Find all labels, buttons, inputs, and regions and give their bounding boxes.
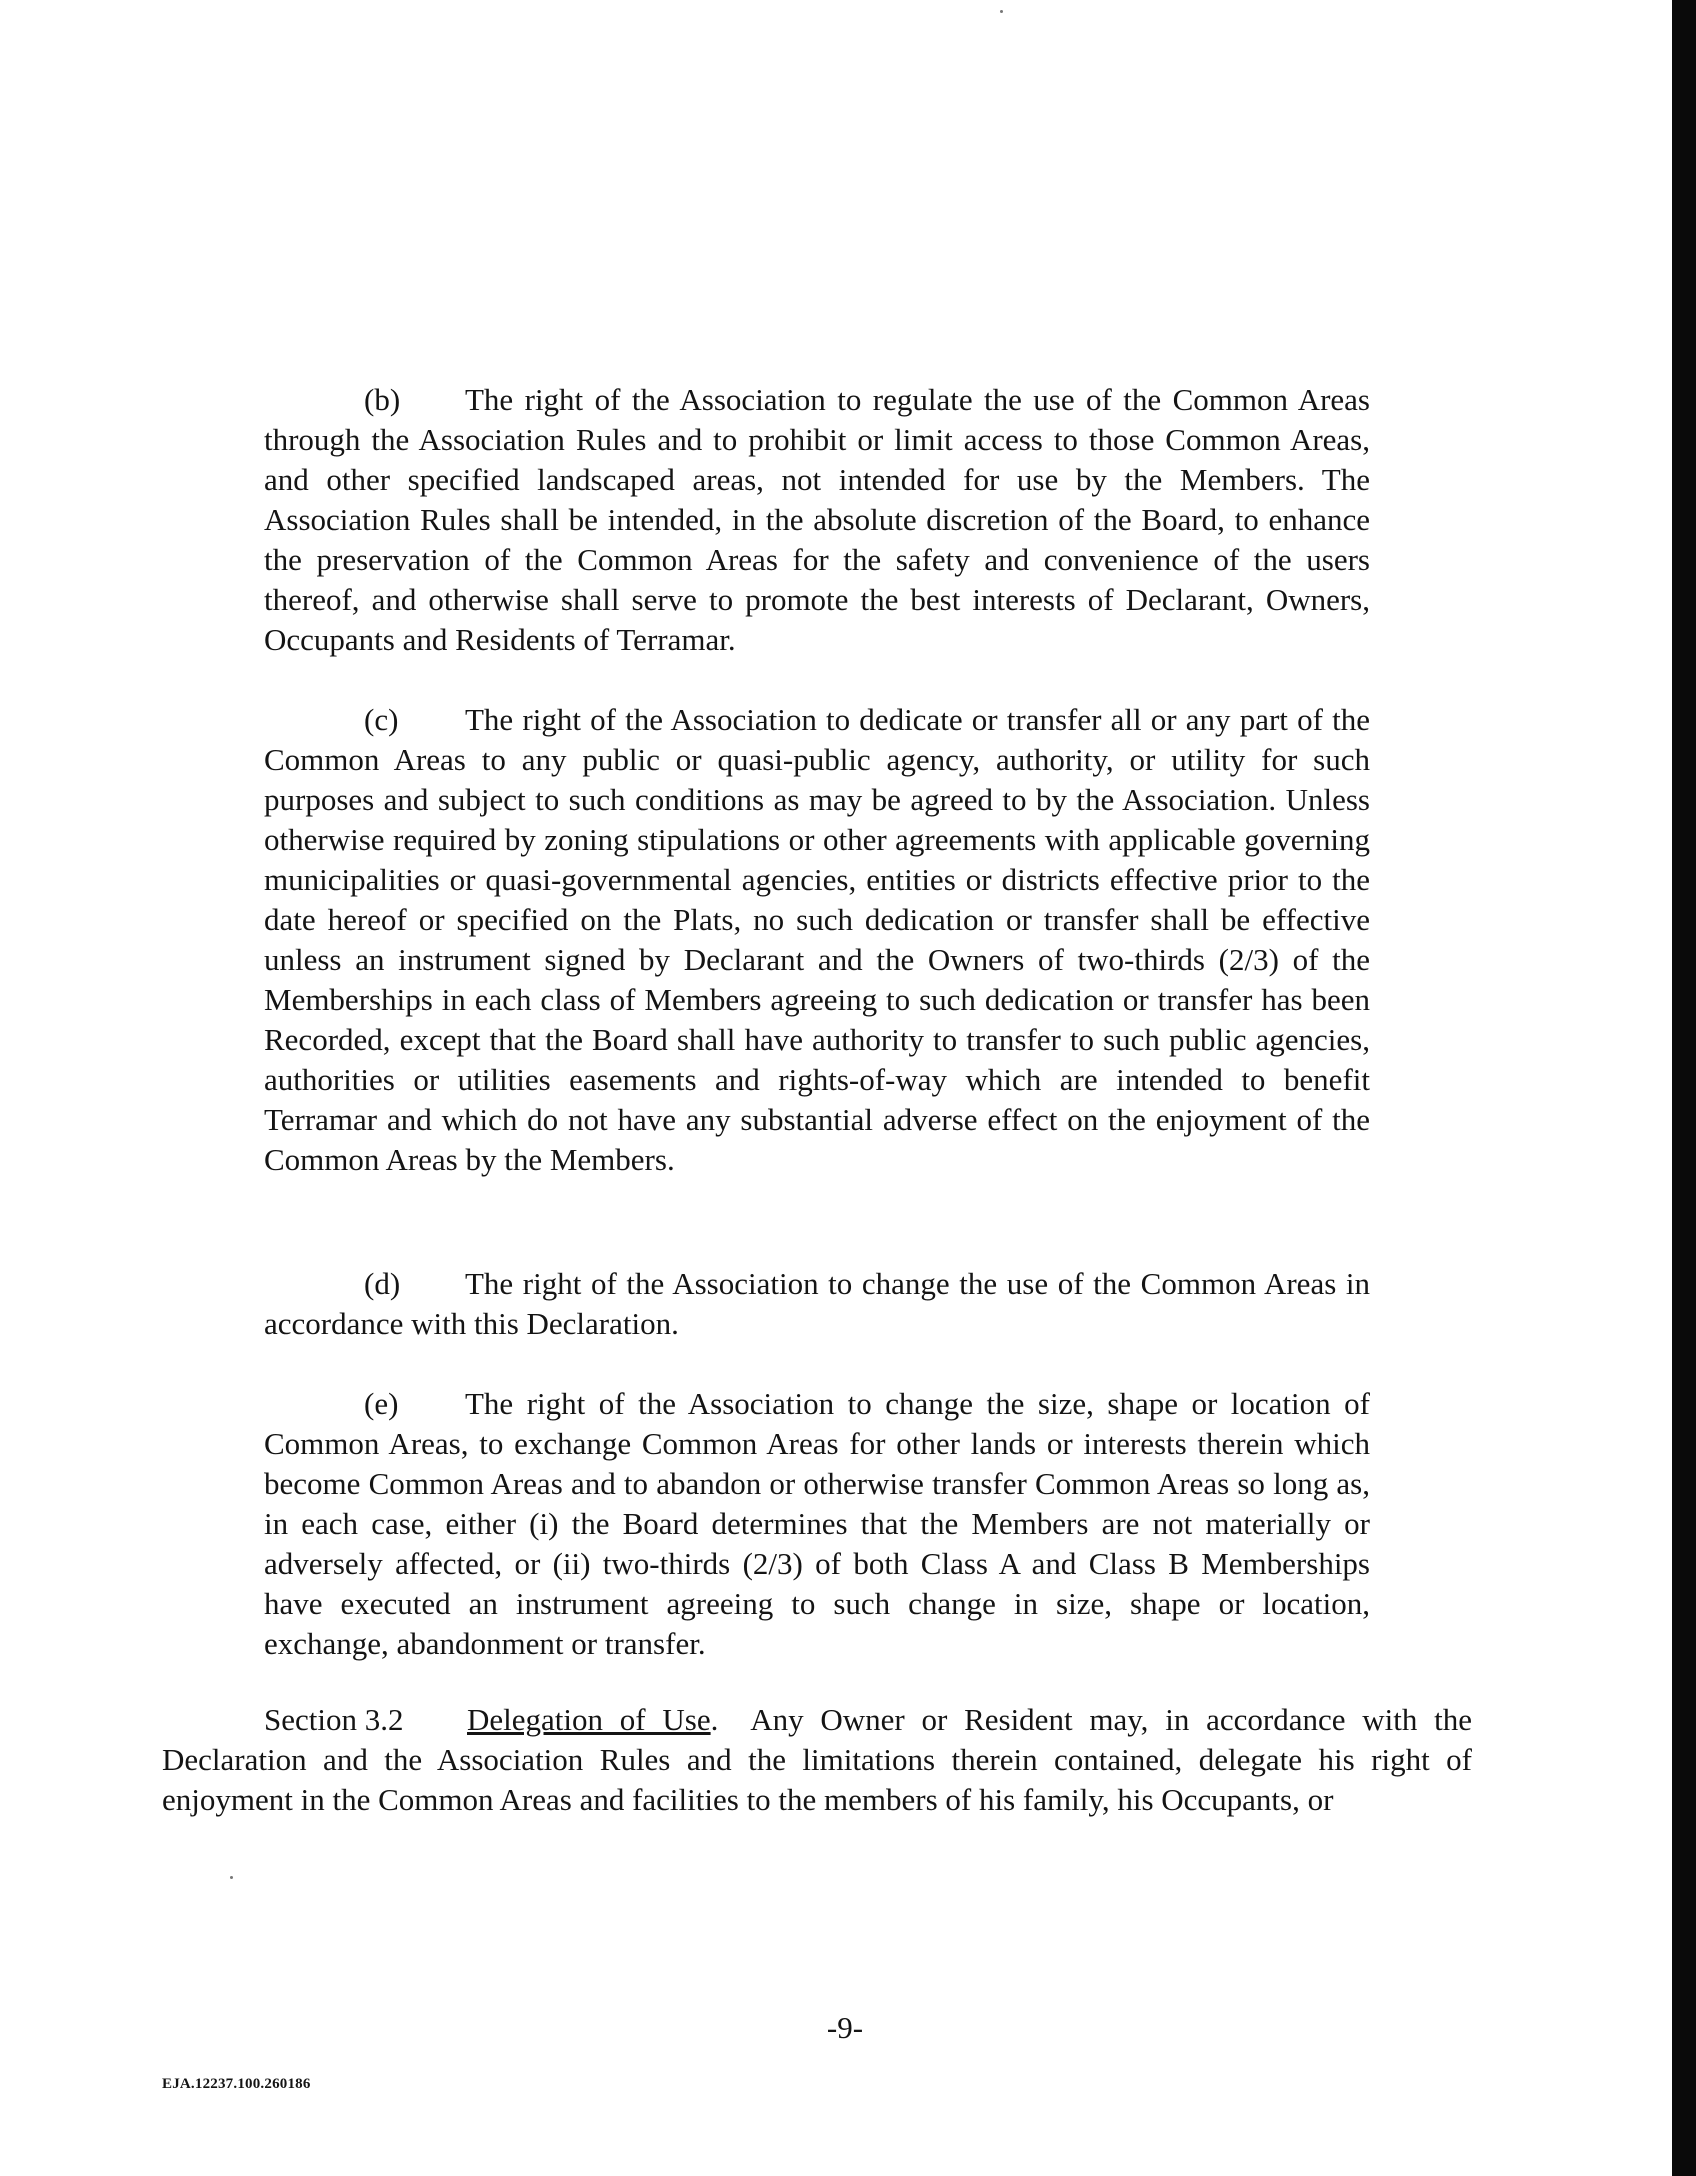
section-text: Any Owner or Resident may, in accordance with the Declaration and the Association Rules and the limitations therein contained, delegate his right of enjoyment in the Common Areas and facilities to the members of his family, his Occupants, or xyxy=(162,1702,1473,1817)
paragraph-label: (e) xyxy=(364,1386,399,1421)
section-number: Section 3.2 xyxy=(264,1702,404,1737)
section-title-punct: . xyxy=(710,1702,719,1737)
paragraph-e xyxy=(264,1384,1370,1664)
document-id: EJA.12237.100.260186 xyxy=(162,2076,311,2092)
paragraph-text: The right of the Association to change the use of the Common Areas in accordance with this Declaration. xyxy=(264,1266,1370,1341)
paragraph-c xyxy=(264,700,1370,1180)
paragraph-label: (b) xyxy=(364,382,401,417)
scan-speck xyxy=(1000,10,1003,13)
paragraph-label: (d) xyxy=(364,1266,401,1301)
scan-border xyxy=(1672,0,1696,2176)
section-3-2 xyxy=(162,1700,1472,1820)
paragraph-text: The right of the Association to change the size, shape or location of Common Areas, to exchange Common Areas for other lands or interests therein which become Common Areas and to abandon or otherwise transfer Common Areas so long as, in each case, either (i) the Board determines that the Members are not materially or adversely affected, or (ii) two-thirds (2/3) of both Class A and Class B Memberships have executed an instrument agreeing to such change in size, shape or location, exchange, abandonment or transfer. xyxy=(264,1386,1370,1661)
paragraph-b xyxy=(264,380,1370,660)
paragraph-text: The right of the Association to dedicate or transfer all or any part of the Common Areas to any public or quasi-public agency, authority, or utility for such purposes and subject to such conditions as may be agreed to by the Association. Unless otherwise required by zoning stipulations or other agreements with applicable governing municipalities or quasi-governmental agencies, entities or districts effective prior to the date hereof or specified on the Plats, no such dedication or transfer shall be effective unless an instrument signed by Declarant and the Owners of two-thirds (2/3) of the Memberships in each class of Members agreeing to such dedication or transfer has been Recorded, except that the Board shall have authority to transfer to such public agencies, authorities or utilities easements and rights-of-way which are intended to benefit Terramar and which do not have any substantial adverse effect on the enjoyment of the Common Areas by the Members. xyxy=(264,702,1370,1177)
paragraph-text: The right of the Association to regulate the use of the Common Areas through the Association Rules and to prohibit or limit access to those Common Areas, and other specified landscaped areas, not intended for use by the Members. The Association Rules shall be intended, in the absolute discretion of the Board, to enhance the preservation of the Common Areas for the safety and convenience of the users thereof, and otherwise shall serve to promote the best interests of Declarant, Owners, Occupants and Residents of Terramar. xyxy=(264,382,1370,657)
paragraph-label: (c) xyxy=(364,702,399,737)
paragraph-d xyxy=(264,1264,1370,1344)
scan-speck xyxy=(230,1876,233,1879)
page-number: -9- xyxy=(826,2010,864,2045)
section-title: Delegation of Use xyxy=(467,1702,711,1737)
